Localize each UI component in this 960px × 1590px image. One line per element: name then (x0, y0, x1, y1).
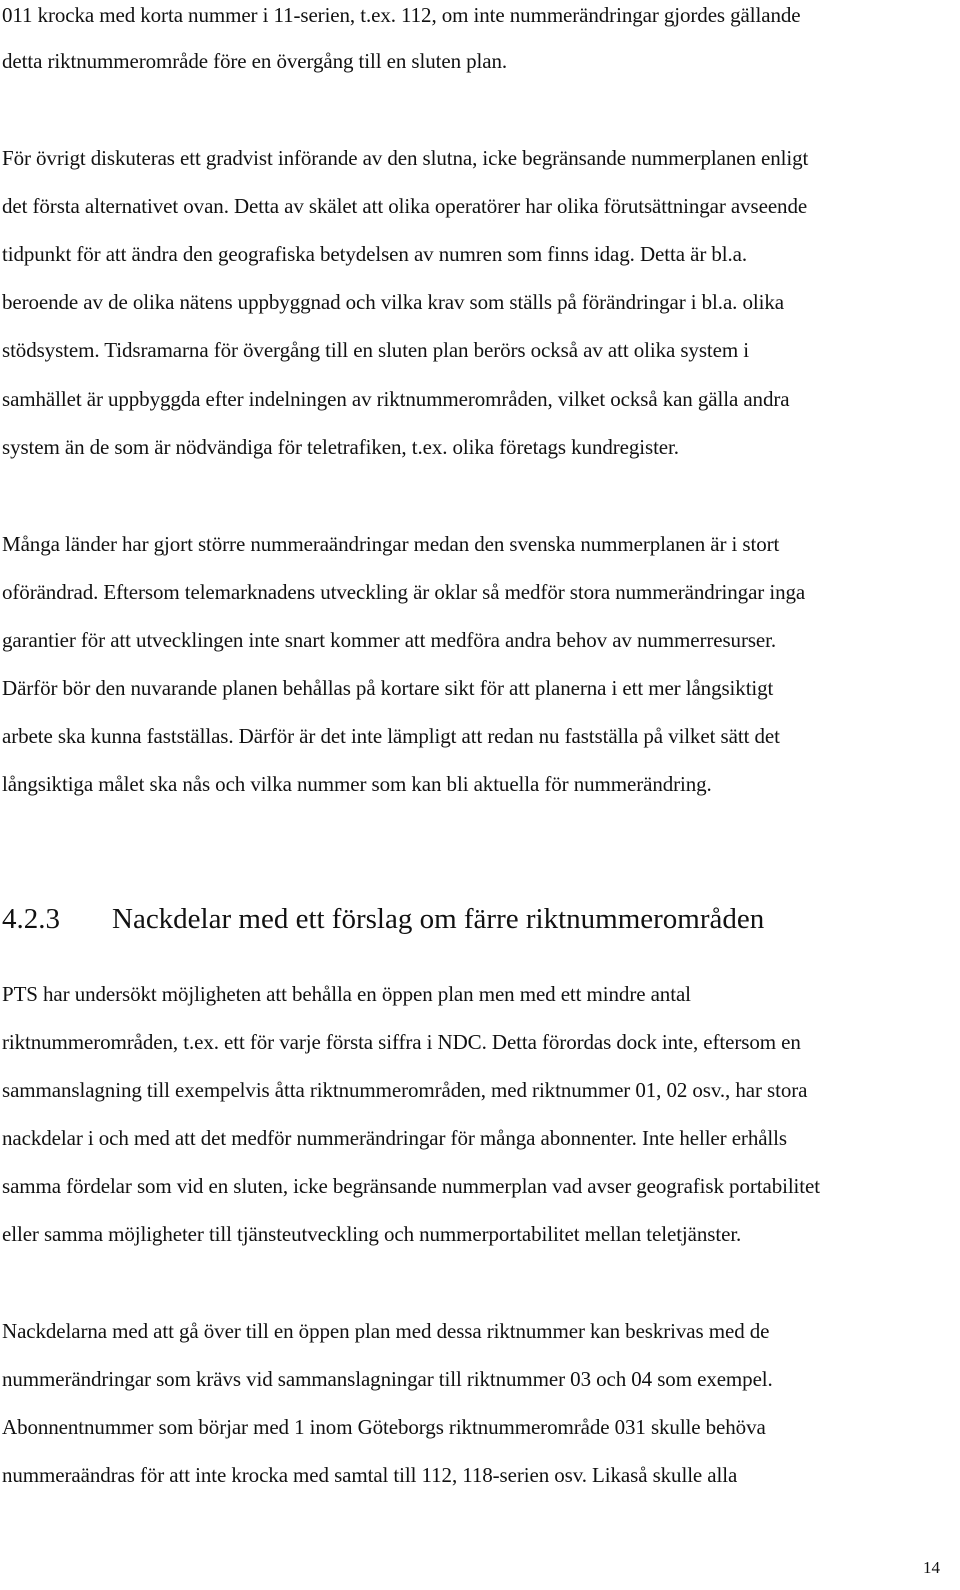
paragraph-3-line-6: långsiktiga målet ska nås och vilka nummer som kan bli aktuella för nummerändring. (2, 772, 712, 796)
paragraph-4-line-1: PTS har undersökt möjligheten att behålla en öppen plan men med ett mindre antal (2, 982, 691, 1006)
paragraph-3-line-4: Därför bör den nuvarande planen behållas på kortare sikt för att planerna i ett mer långsiktigt (2, 676, 774, 700)
paragraph-2-line-5: stödsystem. Tidsramarna för övergång till en sluten plan berörs också av att olika system i (2, 338, 749, 362)
paragraph-5-line-1: Nackdelarna med att gå över till en öppen plan med dessa riktnummer kan beskrivas med de (2, 1319, 770, 1343)
paragraph-4-line-6: eller samma möjligheter till tjänsteutveckling och nummerportabilitet mellan teletjänster. (2, 1222, 742, 1246)
section-number: 4.2.3 (2, 903, 60, 935)
page-number: 14 (923, 1558, 940, 1577)
paragraph-4-line-2: riktnummerområden, t.ex. ett för varje första siffra i NDC. Detta förordas dock inte, eftersom en (2, 1030, 801, 1054)
paragraph-3-line-5: arbete ska kunna fastställas. Därför är det inte lämpligt att redan nu fastställa på vilket sätt det (2, 724, 780, 748)
paragraph-4-line-4: nackdelar i och med att det medför nummerändringar för många abonnenter. Inte heller erhålls (2, 1126, 787, 1150)
paragraph-2-line-1: För övrigt diskuteras ett gradvist införande av den slutna, icke begränsande nummerplanen enligt (2, 146, 809, 170)
section-heading: Nackdelar med ett förslag om färre riktnummerområden (112, 903, 765, 935)
paragraph-4-line-3: sammanslagning till exempelvis åtta riktnummerområden, med riktnummer 01, 02 osv., har stora (2, 1078, 808, 1102)
paragraph-2-line-4: beroende av de olika nätens uppbyggnad och vilka krav som ställs på förändringar i bl.a. olika (2, 290, 784, 314)
paragraph-3-line-2: oförändrad. Eftersom telemarknadens utveckling är oklar så medför stora nummerändringar inga (2, 580, 806, 604)
paragraph-1-line-1: 011 krocka med korta nummer i 11-serien, t.ex. 112, om inte nummerändringar gjordes gällande (2, 3, 801, 27)
paragraph-2-line-3: tidpunkt för att ändra den geografiska betydelsen av numren som finns idag. Detta är bl.a. (2, 242, 748, 266)
paragraph-3-line-1: Många länder har gjort större nummeraändringar medan den svenska nummerplanen är i stort (2, 532, 780, 556)
paragraph-3-line-3: garantier för att utvecklingen inte snart kommer att medföra andra behov av nummerresurser. (2, 628, 777, 652)
paragraph-1-line-2: detta riktnummerområde före en övergång till en sluten plan. (2, 49, 508, 73)
paragraph-5-line-2: nummerändringar som krävs vid sammanslagningar till riktnummer 03 och 04 som exempel. (2, 1367, 773, 1391)
paragraph-2-line-7: system än de som är nödvändiga för teletrafiken, t.ex. olika företags kundregister. (2, 435, 679, 459)
paragraph-2-line-6: samhället är uppbyggda efter indelningen av riktnummerområden, vilket också kan gälla andra (2, 387, 790, 411)
paragraph-2-line-2: det första alternativet ovan. Detta av skälet att olika operatörer har olika förutsättningar avseende (2, 194, 808, 218)
paragraph-5-line-3: Abonnentnummer som börjar med 1 inom Göteborgs riktnummerområde 031 skulle behöva (2, 1415, 766, 1439)
paragraph-4-line-5: samma fördelar som vid en sluten, icke begränsande nummerplan vad avser geografisk portabilitet (2, 1174, 820, 1198)
paragraph-5-line-4: nummeraändras för att inte krocka med samtal till 112, 118-serien osv. Likaså skulle alla (2, 1463, 738, 1487)
